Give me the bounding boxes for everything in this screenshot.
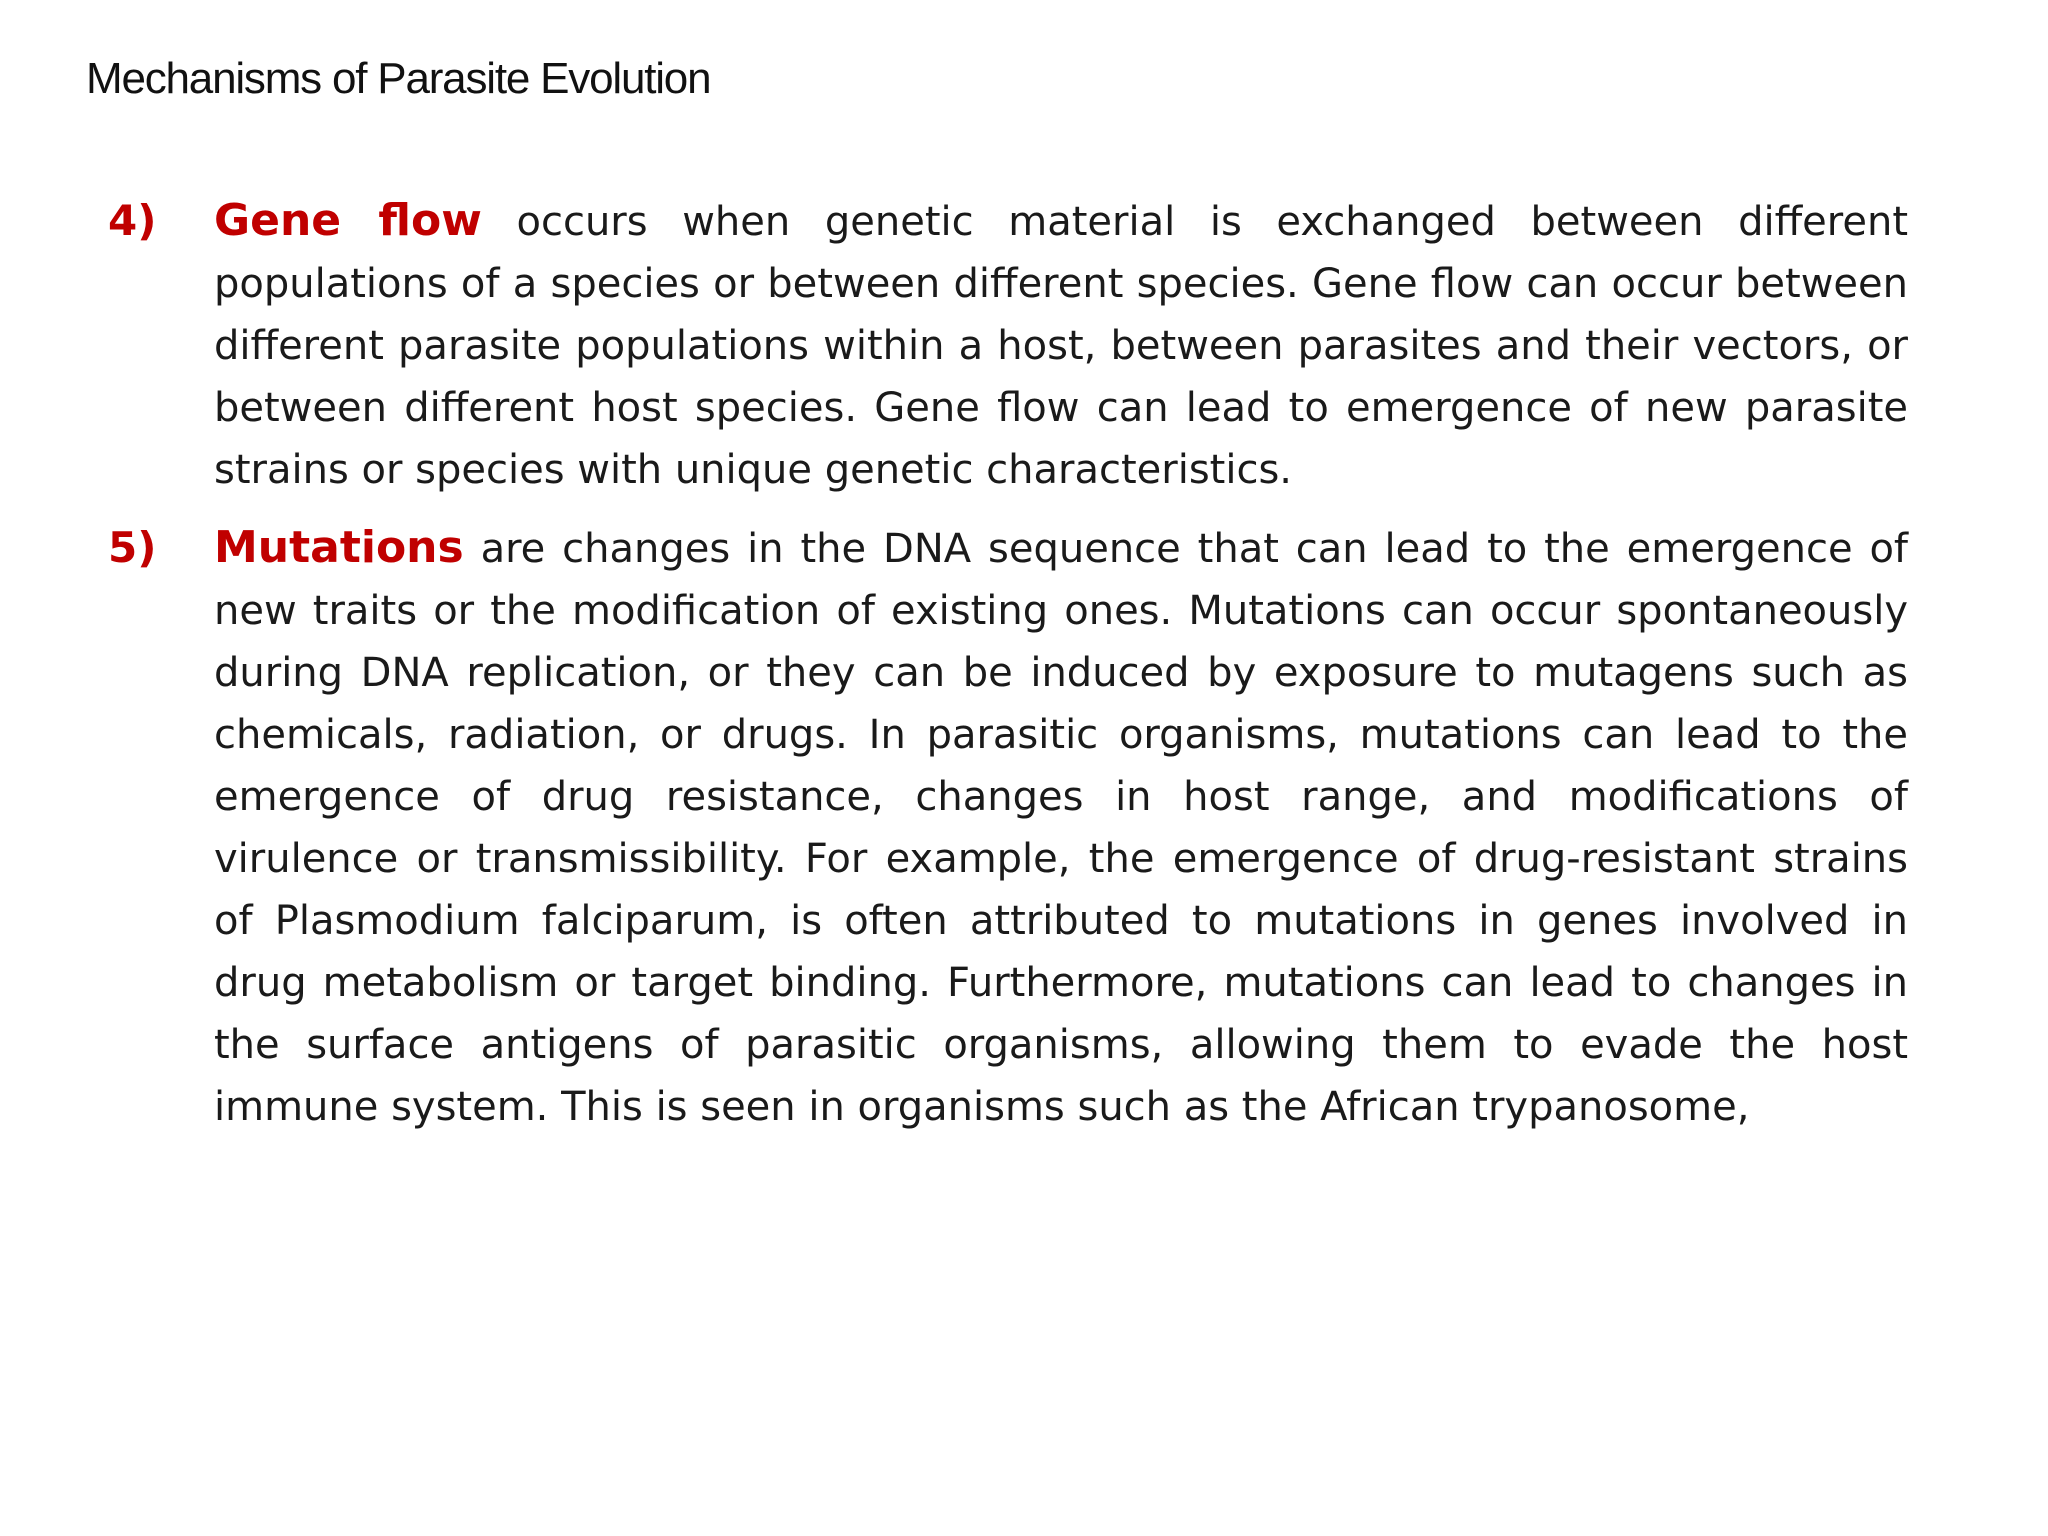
list-item-number: 5): [108, 523, 157, 572]
list-item-term: Gene flow: [214, 195, 482, 246]
list-item-mutations: [108, 517, 1908, 1138]
list-item-text: are changes in the DNA sequence that can lead to the emergence of new traits or the modification of existing ones. Mutations can occur spontaneously during DNA replication, or they can be induced by exposure to mutagens such as chemicals, radiation, or drugs. In parasitic organisms, mutations can lead to the emergence of drug resistance, changes in host range, and modifications of virulence or transmissibility. For example, the emergence of drug-resistant strains of Plasmodium falciparum, is often attributed to mutations in genes involved in drug metabolism or target binding. Furthermore, mutations can lead to changes in the surface antigens of parasitic organisms, allowing them to evade the host immune system. This is seen in organisms such as the African trypanosome,: [214, 526, 1908, 1130]
list-item-text: occurs when genetic material is exchanged between different populations of a species or between different species. Gene flow can occur between different parasite populations within a host, between parasites and their vectors, or between different host species. Gene flow can lead to emergence of new parasite strains or species with unique genetic characteristics.: [214, 199, 1908, 493]
slide-title: Mechanisms of Parasite Evolution: [86, 54, 711, 103]
list-item-gene-flow: [108, 190, 1908, 501]
list-item-number: 4): [108, 196, 157, 245]
numbered-list: [108, 190, 1908, 1154]
list-item-term: Mutations: [214, 522, 464, 573]
list-item-body: [214, 190, 1908, 501]
list-item-body: [214, 517, 1908, 1138]
